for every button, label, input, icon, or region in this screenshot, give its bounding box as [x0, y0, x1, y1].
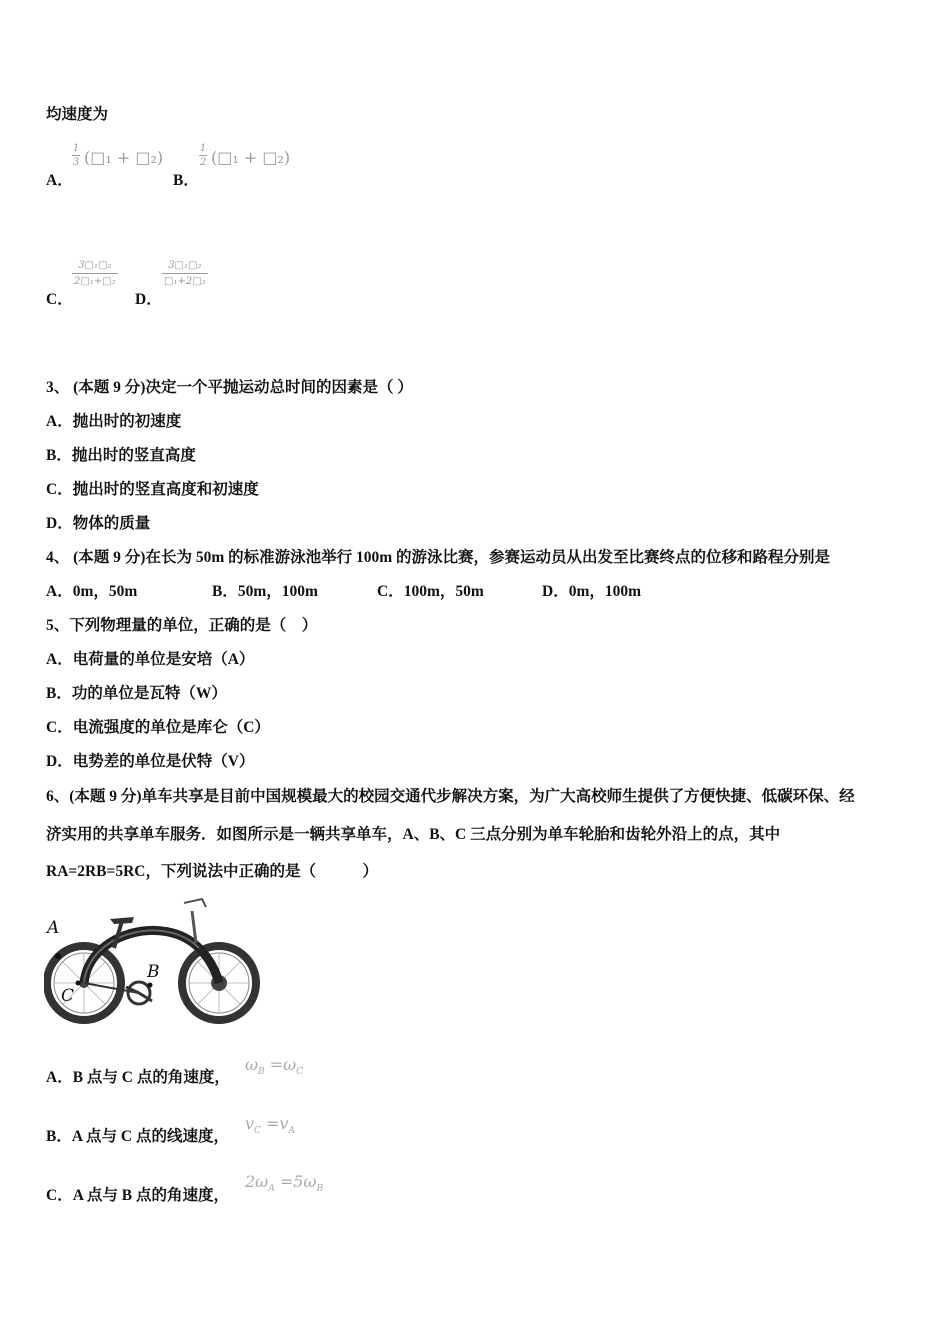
figure-label-a: A [47, 918, 60, 938]
q2-stem-tail: 均速度为 [46, 106, 109, 123]
q3-option-b: B．抛出时的竖直高度 [46, 447, 196, 464]
q6-stem-line2: 济实用的共享单车服务．如图所示是一辆共享单车，A、B、C 三点分别为单车轮胎和齿轮外沿上的点，其中 [46, 826, 781, 843]
q4-stem: 4、 (本题 9 分)在长为 50m 的标准游泳池举行 100m 的游泳比赛，参赛运动员从出发至比赛终点的位移和路程分别是 [46, 549, 831, 566]
q2-option-b-fraction: 1 2 [199, 143, 207, 168]
figure-label-c: C [61, 986, 75, 1006]
q3-option-c: C．抛出时的竖直高度和初速度 [46, 481, 259, 498]
q3-option-a: A．抛出时的初速度 [46, 413, 182, 430]
q4-option-b: B．50m，100m [212, 583, 318, 600]
q5-option-a: A．电荷量的单位是安培（A） [46, 651, 255, 668]
q3-option-d: D．物体的质量 [46, 515, 151, 532]
q6-stem-line1: 6、(本题 9 分)单车共享是目前中国规模最大的校园交通代步解决方案，为广大高校师生提供了方便快捷、低碳环保、经 [46, 788, 855, 805]
q2-option-a-fraction: 1 3 [72, 143, 80, 168]
q6-option-b-equation: $v_C =v_A$ [245, 1114, 295, 1137]
q6-option-a-equation: $\omega_B =\omega_C$ [245, 1055, 304, 1078]
q2-option-b-sum: (□₁ + □₂) [211, 148, 291, 167]
q5-option-d: D．电势差的单位是伏特（V） [46, 753, 255, 770]
q6-option-c-equation: $2\omega_A =5\omega_B$ [245, 1172, 324, 1195]
q6-option-b: B．A 点与 C 点的线速度， [46, 1128, 229, 1145]
q4-option-c: C．100m，50m [377, 583, 484, 600]
q5-option-c: C．电流强度的单位是库仑（C） [46, 719, 270, 736]
q2-option-d-label: D． [135, 291, 162, 308]
q4-option-d: D．0m，100m [542, 583, 642, 600]
q2-option-a-label: A． [46, 172, 73, 189]
q2-option-c-fraction: 3□₁□₂ 2□₁+□₂ [74, 260, 116, 287]
q2-option-c-label: C． [46, 291, 73, 308]
q6-option-a: A．B 点与 C 点的角速度， [46, 1069, 230, 1086]
q2-option-b-label: B． [173, 172, 199, 189]
q2-option-d-fraction: 3□₁□₂ □₁+2□₂ [164, 260, 206, 287]
figure-label-b: B [147, 962, 160, 982]
q4-option-a: A．0m，50m [46, 583, 138, 600]
q2-option-a-sum: (□₁ + □₂) [84, 148, 164, 167]
q6-option-c: C．A 点与 B 点的角速度， [46, 1187, 229, 1204]
q5-stem: 5、下列物理量的单位，正确的是（ ） [46, 617, 318, 634]
q6-stem-line3: RA=2RB=5RC，下列说法中正确的是（ ） [46, 863, 378, 880]
bicycle-figure [44, 893, 260, 1029]
q5-option-b: B．功的单位是瓦特（W） [46, 685, 227, 702]
q3-stem: 3、 (本题 9 分)决定一个平抛运动总时间的因素是（ ） [46, 379, 413, 396]
